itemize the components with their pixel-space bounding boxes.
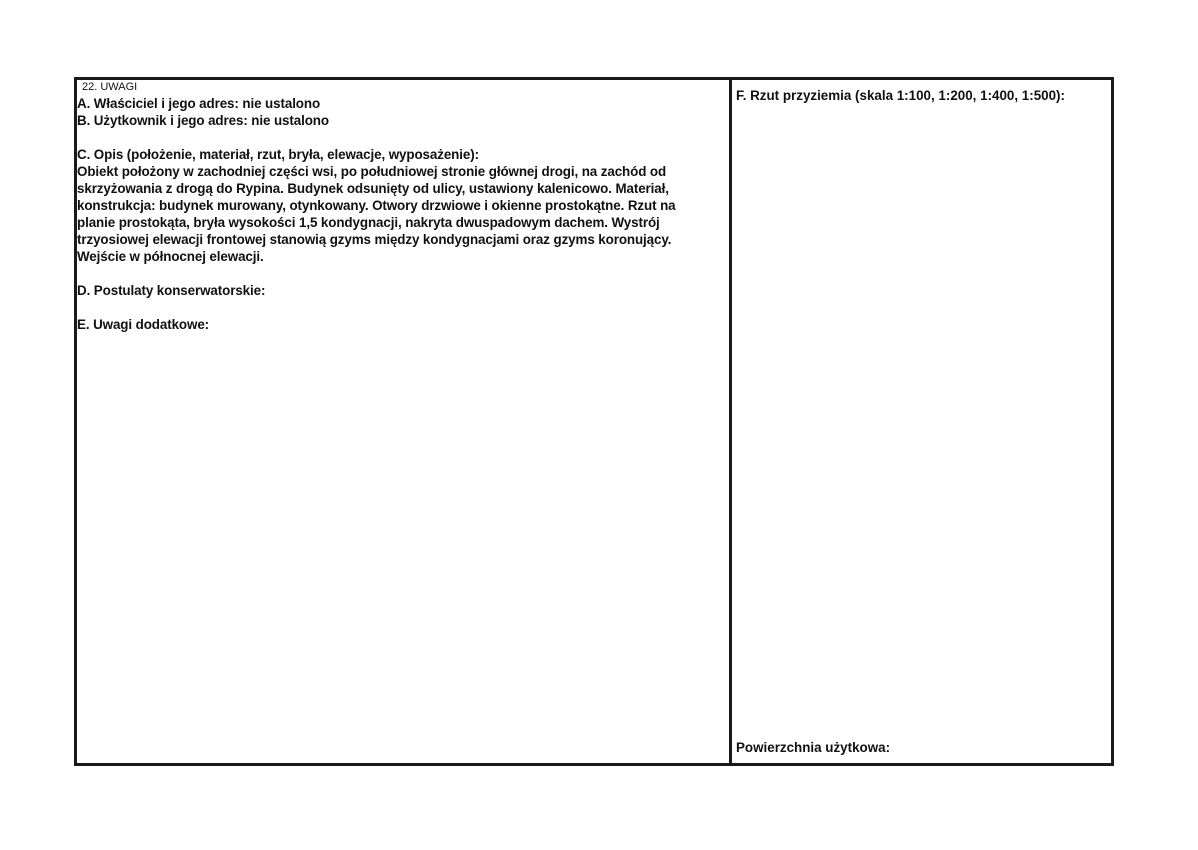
floor-plan-title: F. Rzut przyziemia (skala 1:100, 1:200, 1:400, 1:500): [736,88,1065,103]
description-heading: C. Opis (położenie, materiał, rzut, bryła, elewacje, wyposażenie): [77,147,479,162]
section-label: 22. UWAGI [82,81,138,93]
postulates-line: D. Postulaty konserwatorskie: [77,283,266,298]
description-line: Wejście w północnej elewacji. [77,249,264,264]
description-line: Obiekt położony w zachodniej części wsi, po południowej stronie głównej drogi, na zachód od [77,164,667,179]
remarks-line: E. Uwagi dodatkowe: [77,317,210,332]
description-line: planie prostokąta, bryła wysokości 1,5 kondygnacji, nakryta dwuspadowym dachem. Wystrój [77,215,660,230]
column-divider [729,77,732,766]
usable-area-label: Powierzchnia użytkowa: [736,740,891,755]
description-line: trzyosiowej elewacji frontowej stanowią gzyms między kondygnacjami oraz gzyms koronujący. [77,232,672,247]
description-line: konstrukcja: budynek murowany, otynkowany. Otwory drzwiowe i okienne prostokątne. Rzut na [77,198,676,213]
floor-plan-panel [733,80,1108,760]
floor-plan-drawing-area [733,108,1105,733]
remarks-panel [77,80,727,760]
user-line: B. Użytkownik i jego adres: nie ustalono [77,113,329,128]
owner-line: A. Właściciel i jego adres: nie ustalono [77,96,321,111]
description-line: skrzyżowania z drogą do Rypina. Budynek odsunięty od ulicy, ustawiony kalenicowo. Materiał, [77,181,669,196]
